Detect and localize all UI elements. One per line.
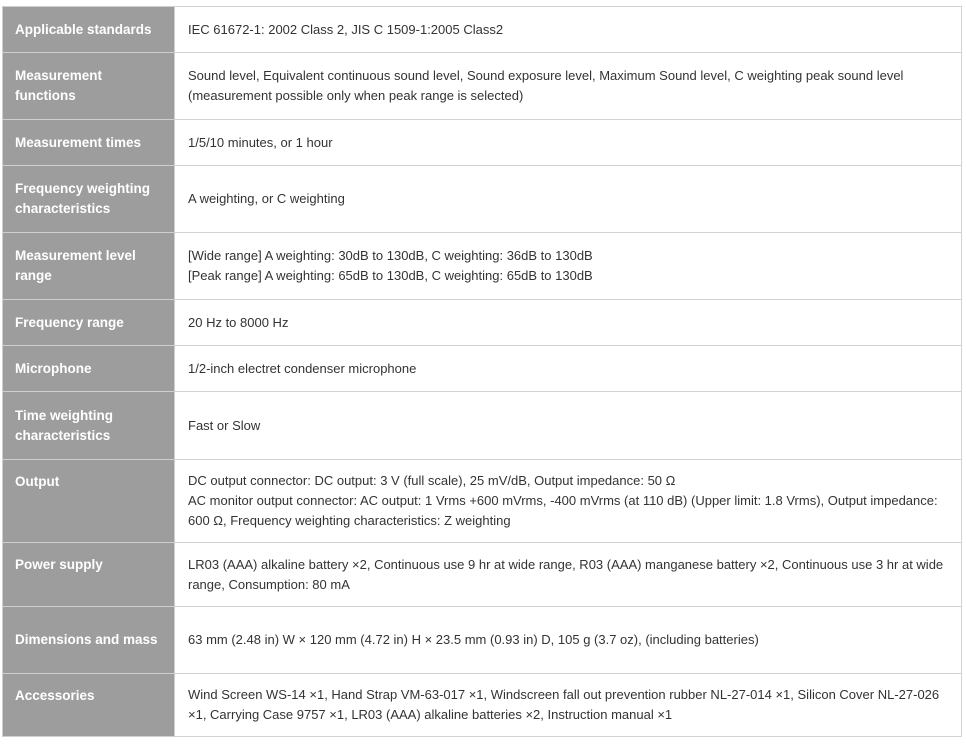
spec-row-dimensions-mass [3, 607, 962, 674]
spec-value [175, 543, 962, 607]
spec-value [175, 607, 962, 674]
spec-value-line: A weighting, or C weighting [188, 191, 345, 206]
spec-value [175, 233, 962, 300]
spec-value-line: DC output connector: DC output: 3 V (full scale), 25 mV/dB, Output impedance: 50 Ω [188, 473, 676, 488]
spec-value-line: Wind Screen WS-14 ×1, Hand Strap VM-63-017 ×1, Windscreen fall out prevention rubber NL-27-014 ×1, Silicon Cover NL-27-026 ×1, Carrying Case 9757 ×1, LR03 (AAA) alkaline batteries ×2, Instruction manual ×1 [188, 687, 940, 722]
spec-value [175, 460, 962, 543]
spec-value-line: IEC 61672-1: 2002 Class 2, JIS C 1509-1:2005 Class2 [188, 21, 504, 37]
spec-row-frequency-range [3, 300, 962, 346]
spec-row-applicable-standards [3, 7, 962, 53]
spec-value [175, 7, 962, 53]
spec-label: Accessories [3, 674, 175, 737]
spec-label: Frequency weighting characteristics [3, 166, 175, 233]
spec-row-measurement-times [3, 120, 962, 166]
spec-value [175, 120, 962, 166]
spec-value [175, 346, 962, 392]
spec-value-line: [Peak range] A weighting: 65dB to 130dB, C weighting: 65dB to 130dB [188, 268, 593, 283]
spec-label: Time weighting characteristics [3, 392, 175, 460]
spec-value-line: LR03 (AAA) alkaline battery ×2, Continuous use 9 hr at wide range, R03 (AAA) manganese battery ×2, Continuous use 3 hr at wide range, Consumption: 80 mA [188, 556, 944, 592]
specifications-table [2, 6, 962, 737]
spec-label: Microphone [3, 346, 175, 392]
spec-label: Dimensions and mass [3, 607, 175, 674]
spec-value-line: 20 Hz to 8000 Hz [188, 314, 289, 330]
spec-value-line: [Wide range] A weighting: 30dB to 130dB, C weighting: 36dB to 130dB [188, 248, 593, 263]
spec-row-measurement-level-range [3, 233, 962, 300]
spec-row-measurement-functions [3, 53, 962, 120]
spec-row-frequency-weighting [3, 166, 962, 233]
spec-label: Power supply [3, 543, 175, 607]
spec-row-microphone [3, 346, 962, 392]
spec-value [175, 53, 962, 120]
spec-row-accessories [3, 674, 962, 737]
spec-value-line: 1/5/10 minutes, or 1 hour [188, 134, 333, 150]
spec-value-line: Sound level, Equivalent continuous sound level, Sound exposure level, Maximum Sound level, C weighting peak sound level (measurement possible only when peak range is selected) [188, 68, 904, 103]
spec-value-line: 63 mm (2.48 in) W × 120 mm (4.72 in) H × 23.5 mm (0.93 in) D, 105 g (3.7 oz), (including batteries) [188, 632, 759, 647]
spec-value [175, 674, 962, 737]
spec-value [175, 300, 962, 346]
spec-label: Measurement functions [3, 53, 175, 120]
spec-row-output [3, 460, 962, 543]
spec-label: Applicable standards [3, 7, 175, 53]
spec-value-line: Fast or Slow [188, 417, 261, 433]
spec-value-line: AC monitor output connector: AC output: 1 Vrms +600 mVrms, -400 mVrms (at 110 dB) (Upper limit: 1.8 Vrms), Output impedance: 600 Ω, Frequency weighting characteristics: Z weighting [188, 493, 938, 528]
spec-value-line: 1/2-inch electret condenser microphone [188, 360, 417, 376]
spec-value [175, 166, 962, 233]
spec-row-time-weighting [3, 392, 962, 460]
spec-label: Output [3, 460, 175, 543]
spec-label: Measurement times [3, 120, 175, 166]
spec-row-power-supply [3, 543, 962, 607]
spec-label: Measurement level range [3, 233, 175, 300]
spec-value [175, 392, 962, 460]
spec-label: Frequency range [3, 300, 175, 346]
